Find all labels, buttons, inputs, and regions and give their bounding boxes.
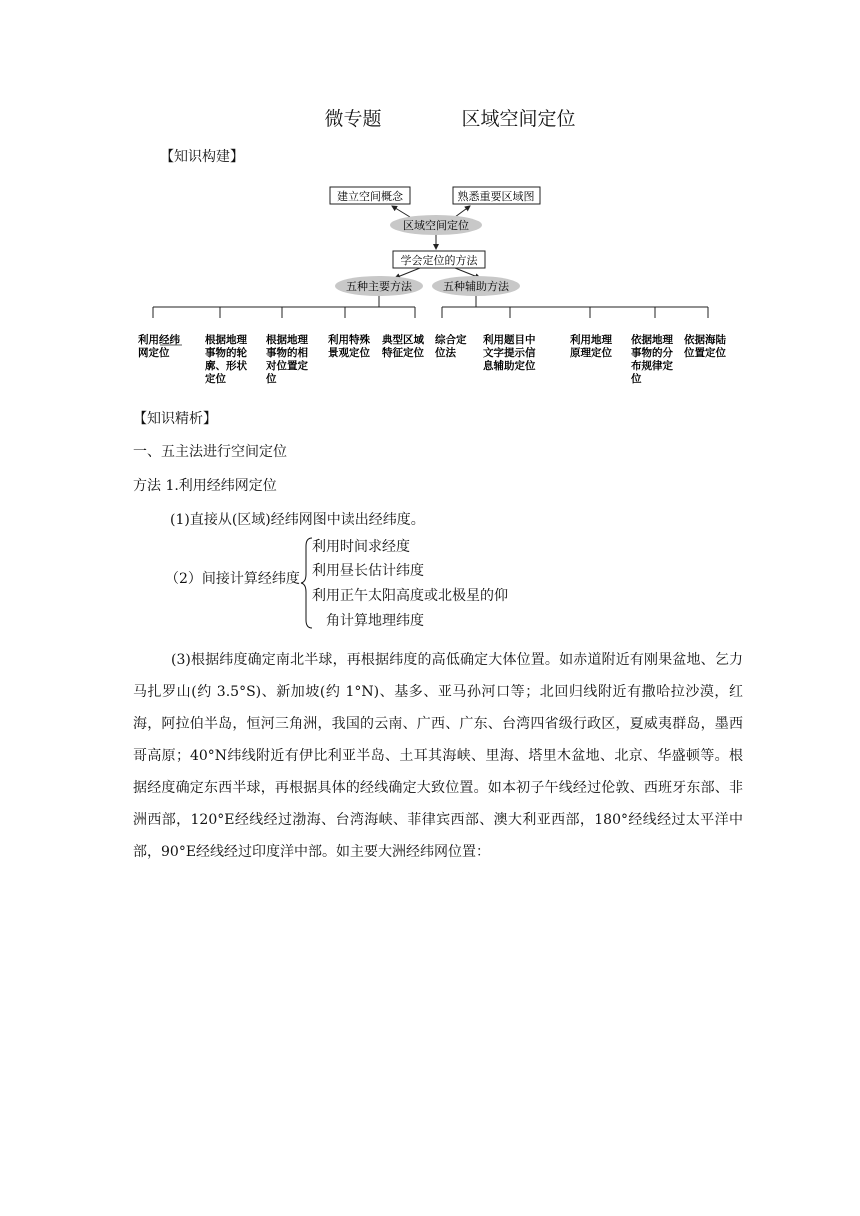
ellipse-main-text: 五种主要方法 [346,280,412,293]
leaf-2: 根据地理 事物的轮 廓、形状 定位 [205,334,247,385]
paragraph-3-text: (3)根据纬度确定南北半球，再根据纬度的高低确定大体位置。如赤道附近有刚果盆地、乞力马扎罗山(约 3.5°S)、新加坡(约 1°N)、基多、亚马孙河口等；北回归线附近有撒哈拉沙漠，红海，阿拉伯半岛，恒河三角洲，我国的云南、广西、广东、台湾四省级行政区，夏威夷群岛，墨西哥高原；40°N纬线附近有伊比利亚半岛、土耳其海峡、里海、塔里木盆地、北京、华盛顿等。根据经度确定东西半球，再根据具体的经线确定大致位置。如本初子午线经过伦敦、西班牙东部、非洲西部，120°E经线经过渤海、台湾海峡、菲律宾西部、澳大利亚西部，180°经线经过太平洋中部，90°E经线经过印度洋中部。如主要大洲经纬网位置： [133,652,743,860]
arrow-to-top-left [392,206,410,217]
leaf-5: 典型区域 特征定位 [382,334,424,359]
leaf-6: 综合定 位法 [435,334,467,359]
leaf-7: 利用题目中 文字提示信 息辅助定位 [483,334,536,372]
list-item: 利用时间求经度 [312,539,410,555]
box-method-text: 学会定位的方法 [400,254,478,267]
leaf-9: 依据地理 事物的分 布规律定 位 [631,334,673,385]
ellipse-center-text: 区域空间定位 [403,219,469,232]
item-2-list [312,536,572,636]
box-top-right-text: 熟悉重要区域图 [457,190,535,203]
arrow-to-main [395,268,420,278]
box-top-left-text: 建立空间概念 [337,190,403,203]
list-item: 角计算地理纬度 [326,613,424,629]
leaf-10: 依据海陆 位置定位 [684,334,726,359]
list-item: 利用昼长估计纬度 [312,563,424,579]
list-item: 利用正午太阳高度或北极星的仰 [312,588,508,604]
leaf-3: 根据地理 事物的相 对位置定 位 [266,334,308,385]
leaf-1: 利用经纬 网定位 [138,334,180,359]
title-left: 微专题 [324,108,382,130]
heading-one: 一、五主法进行空间定位 [133,444,287,460]
title-right: 区域空间定位 [461,108,576,130]
heading-method-1: 方法 1.利用经纬网定位 [133,478,277,494]
section-analysis-label: 【知识精析】 [133,411,217,427]
section-construct-label: 【知识构建】 [160,149,244,165]
item-1: (1)直接从(区域)经纬网图中读出经纬度。 [170,512,425,528]
leaf-4: 利用特殊 景观定位 [328,334,370,359]
concept-diagram [130,180,740,395]
leaf-8: 利用地理 原理定位 [570,334,612,359]
ellipse-aux-text: 五种辅助方法 [443,280,509,293]
item-2-label: （2）间接计算经纬度 [165,571,300,587]
arrow-to-top-right [455,206,470,217]
paragraph-3 [133,644,743,868]
page-title [0,104,860,131]
